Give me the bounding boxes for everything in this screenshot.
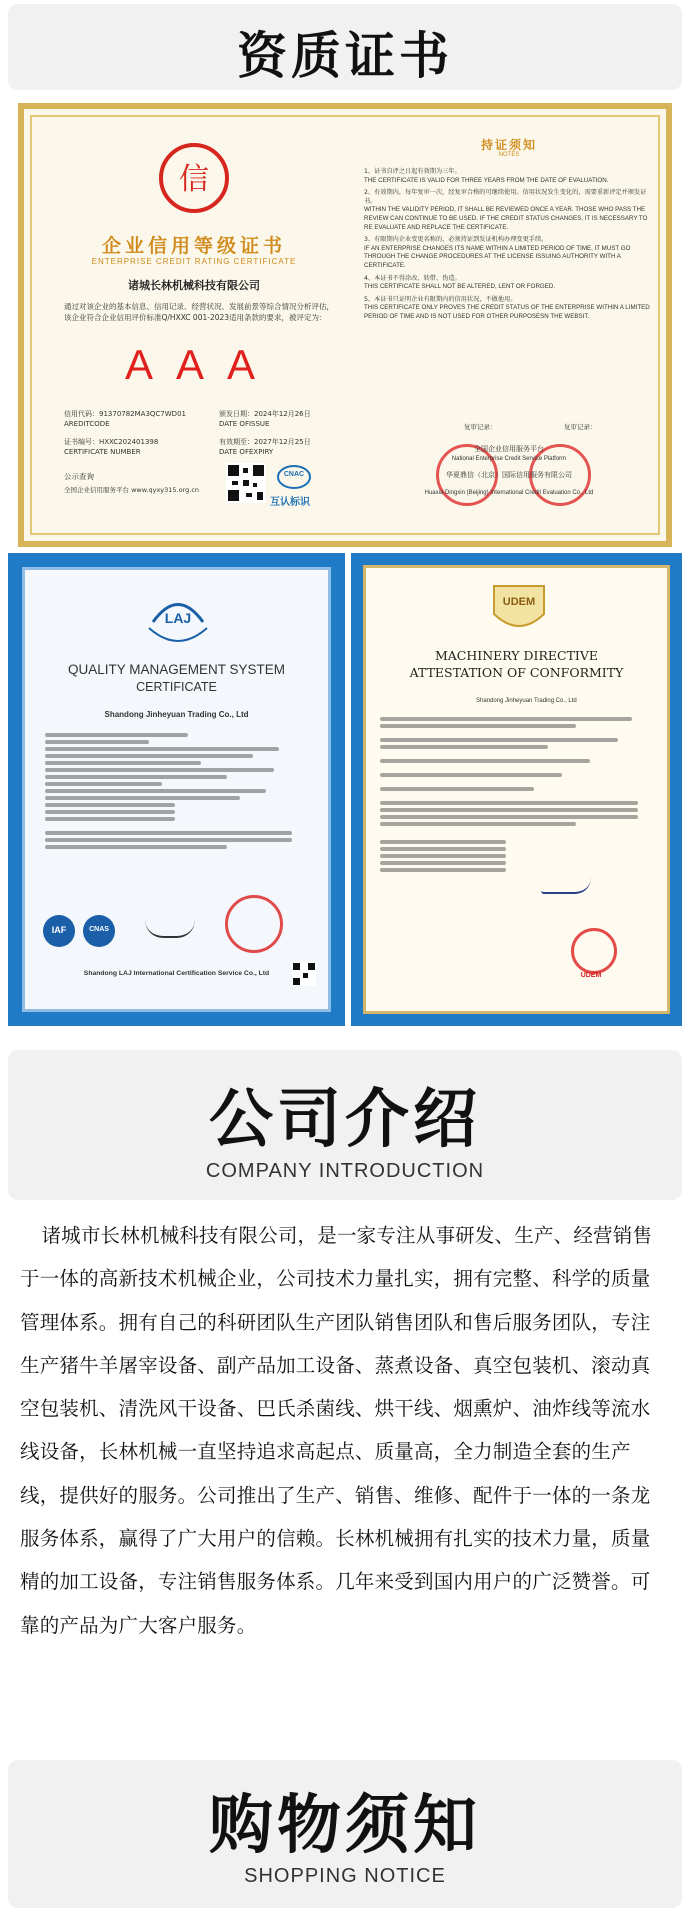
note-2-zh: 2、有效期内，每年复审一次，经复审合格的可继续使用。信用状况发生变化的，需要重新评定并颁发证书。 bbox=[364, 189, 647, 205]
udem-footer-text: UDEM bbox=[580, 972, 602, 979]
notes-title: 持证须知 bbox=[480, 138, 537, 152]
attestation-title: ATTESTATION OF CONFORMITY bbox=[409, 665, 624, 680]
cnac-label: 互认标识 bbox=[270, 497, 310, 508]
udem-logo-icon bbox=[484, 578, 554, 640]
certificate-title-en: ENTERPRISE CREDIT RATING CERTIFICATE bbox=[91, 257, 297, 266]
notice-title: 购物须知 bbox=[209, 1789, 481, 1863]
notes-list bbox=[364, 168, 654, 322]
iaf-text: IAF bbox=[51, 925, 67, 935]
notice-banner bbox=[8, 1760, 682, 1908]
signature-icon bbox=[145, 920, 195, 938]
note-2-en: WITHIN THE VALIDITY PERIOD, IT SHALL BE REVIEWED ONCE A YEAR. THOSE WHO PASS THE REVIEW CAN CONTINUE TO BE USED. IF THE CREDIT STATUS CHANGES, IT IS NECESSARY TO RE EVALUATE AND REPLACE THE CERTIFICATE. bbox=[364, 206, 648, 231]
issue-date-label: 颁发日期： bbox=[219, 410, 254, 418]
note-4-zh: 4、本证书不得涂改、转借、伪造。 bbox=[364, 274, 461, 282]
certificate-number-value: HXXC202401398 bbox=[99, 438, 159, 446]
credit-code-value: 91370782MA3QC7WD01 bbox=[99, 410, 186, 418]
quality-management-certificate bbox=[8, 553, 345, 1026]
note-1-en: THE CERTIFICATE IS VALID FOR THREE YEARS FROM THE DATE OF EVALUATION. bbox=[364, 176, 609, 184]
qms-footer: Shandong LAJ International Certification Service Co., Ltd bbox=[83, 970, 270, 977]
machinery-title: MACHINERY DIRECTIVE bbox=[434, 648, 599, 663]
cnac-text: CNAC bbox=[283, 471, 305, 478]
qms-details-placeholder bbox=[45, 730, 305, 852]
qms-company: Shandong Jinheyuan Trading Co., Ltd bbox=[104, 710, 249, 719]
notes-title-en: NOTES bbox=[498, 152, 520, 158]
rating-value: A A A bbox=[124, 341, 264, 388]
certificate-number bbox=[64, 437, 158, 457]
udem-logo-text: UDEM bbox=[502, 596, 536, 608]
signature-icon bbox=[541, 878, 591, 894]
machinery-directive-certificate bbox=[351, 553, 682, 1026]
credit-code-en: AREDITCODE bbox=[64, 420, 110, 428]
expiry-date bbox=[219, 437, 311, 457]
note-5-en: THIS CERTIFICATE ONLY PROVES THE CREDIT STATUS OF THE ENTERPRISE WITHIN A LIMITED PERIOD OF TIME AND IS NOT USED FOR OTHER PURPOSESN THE WEBSIT. bbox=[364, 304, 650, 320]
certificate-paper bbox=[22, 567, 331, 1012]
qms-title: QUALITY MANAGEMENT SYSTEM bbox=[67, 662, 286, 677]
expiry-date-value: 2027年12月25日 bbox=[254, 438, 311, 446]
review-record-1: 复审记录： bbox=[464, 423, 497, 431]
intro-banner bbox=[8, 1050, 682, 1200]
issuer-name: 华夏鼎信（北京）国际信用服务有限公司 bbox=[446, 471, 572, 479]
notice-subtitle: SHOPPING NOTICE bbox=[244, 1865, 446, 1887]
query-label: 公示查询 bbox=[64, 472, 94, 481]
credit-code-label: 信用代码： bbox=[64, 410, 99, 418]
red-seal-icon bbox=[571, 928, 617, 974]
certificate-number-label: 证书编号： bbox=[64, 438, 99, 446]
intro-title: 公司介绍 bbox=[209, 1083, 481, 1157]
certificate-left-column bbox=[44, 119, 344, 529]
issuer-name-en: Huaxia Dingxin (Beijing) International Credit Evaluation Co., Ltd bbox=[424, 490, 594, 496]
query-text: 全国企业信用服务平台 www.qyxy315.org.cn bbox=[64, 486, 200, 494]
header-banner bbox=[8, 4, 682, 90]
issue-date bbox=[219, 409, 311, 429]
svg-text:信: 信 bbox=[179, 162, 209, 197]
note-5-zh: 5、本证书只证明企业有限期内的信用状况，不做他用。 bbox=[364, 295, 517, 303]
certificate-number-en: CERTIFICATE NUMBER bbox=[64, 448, 141, 456]
red-seal-icon bbox=[225, 895, 283, 953]
platform-name-en: National Enterprise Credit Service Platform bbox=[451, 456, 567, 462]
certificate-paper bbox=[363, 565, 670, 1014]
note-3-en: IF AN ENTERPRISE CHANGES ITS NAME WITHIN A LIMITED PERIOD OF TIME, IT MUST GO THROUGH THE CHANGE PROCEDURES AT THE LICENSE ISSUING AUTHORITY WITH A CERTIFICATE. bbox=[364, 244, 631, 269]
issue-date-en: DATE OFISSUE bbox=[219, 420, 270, 428]
expiry-date-en: DATE OFEXPIRY bbox=[219, 448, 274, 456]
platform-name: 全国企业信用服务平台 bbox=[474, 445, 544, 453]
note-3-zh: 3、有限期内企业变更名称的，必须持证到发证机构办理变更手续。 bbox=[364, 236, 548, 244]
credit-seal-icon bbox=[157, 141, 231, 215]
credit-rating-certificate bbox=[18, 103, 672, 547]
certificate-title: 企业信用等级证书 bbox=[101, 235, 286, 257]
credit-code bbox=[64, 409, 186, 429]
laj-logo-text: LAJ bbox=[164, 610, 192, 626]
review-record-2: 复审记录： bbox=[564, 423, 597, 431]
cnas-text: CNAS bbox=[89, 926, 109, 933]
qr-code-icon bbox=[292, 962, 316, 986]
certificate-company: 诸城长林机械科技有限公司 bbox=[128, 279, 260, 292]
note-4-en: THIS CERTIFICATE SHALL NOT BE ALTERED, LENT OR FORGED. bbox=[364, 283, 556, 291]
machinery-details-placeholder bbox=[380, 714, 660, 875]
certificate-description: 通过对该企业的基本信息、信用记录、经营状况、发展前景等综合情况分析评估，该企业符合企业信用评价标准Q/HXXC 001-2023适用条款的要求，被评定为： bbox=[64, 302, 334, 322]
qr-code-icon bbox=[226, 463, 266, 503]
qms-subtitle: CERTIFICATE bbox=[136, 680, 217, 694]
issue-date-value: 2024年12月26日 bbox=[254, 410, 311, 418]
machinery-company: Shandong Jinheyuan Trading Co., Ltd bbox=[476, 698, 577, 704]
intro-text-block bbox=[20, 1214, 670, 1647]
intro-subtitle: COMPANY INTRODUCTION bbox=[205, 1160, 485, 1182]
page-title: 资质证书 bbox=[237, 27, 453, 85]
note-1-zh: 1、证书自评之日起有效期为三年。 bbox=[364, 168, 461, 175]
certificate-notes bbox=[364, 138, 654, 534]
intro-paragraph: 诸城市长林机械科技有限公司，是一家专注从事研发、生产、经营销售于一体的高新技术机械企业，公司技术力量扎实，拥有完整、科学的质量管理体系。拥有自己的科研团队生产团队销售团队和售后服务团队，专注生产猪牛羊屠宰设备、副产品加工设备、蒸煮设备、真空包装机、滚动真空包装机、清洗风干设备、巴氏杀菌线、烘干线、烟熏炉、油炸线等流水线设备，长林机械一直坚持追求高起点、质量高，全力制造全套的生产线，提供好的服务。公司推出了生产、销售、维修、配件于一体的一条龙服务体系，赢得了广大用户的信赖。长林机械拥有扎实的技术力量，质量精的加工设备，专注销售服务体系。几年来受到国内用户的广泛赞誉。可靠的产品为广大客户服务。 bbox=[20, 1224, 653, 1637]
expiry-date-label: 有效期至： bbox=[219, 438, 254, 446]
